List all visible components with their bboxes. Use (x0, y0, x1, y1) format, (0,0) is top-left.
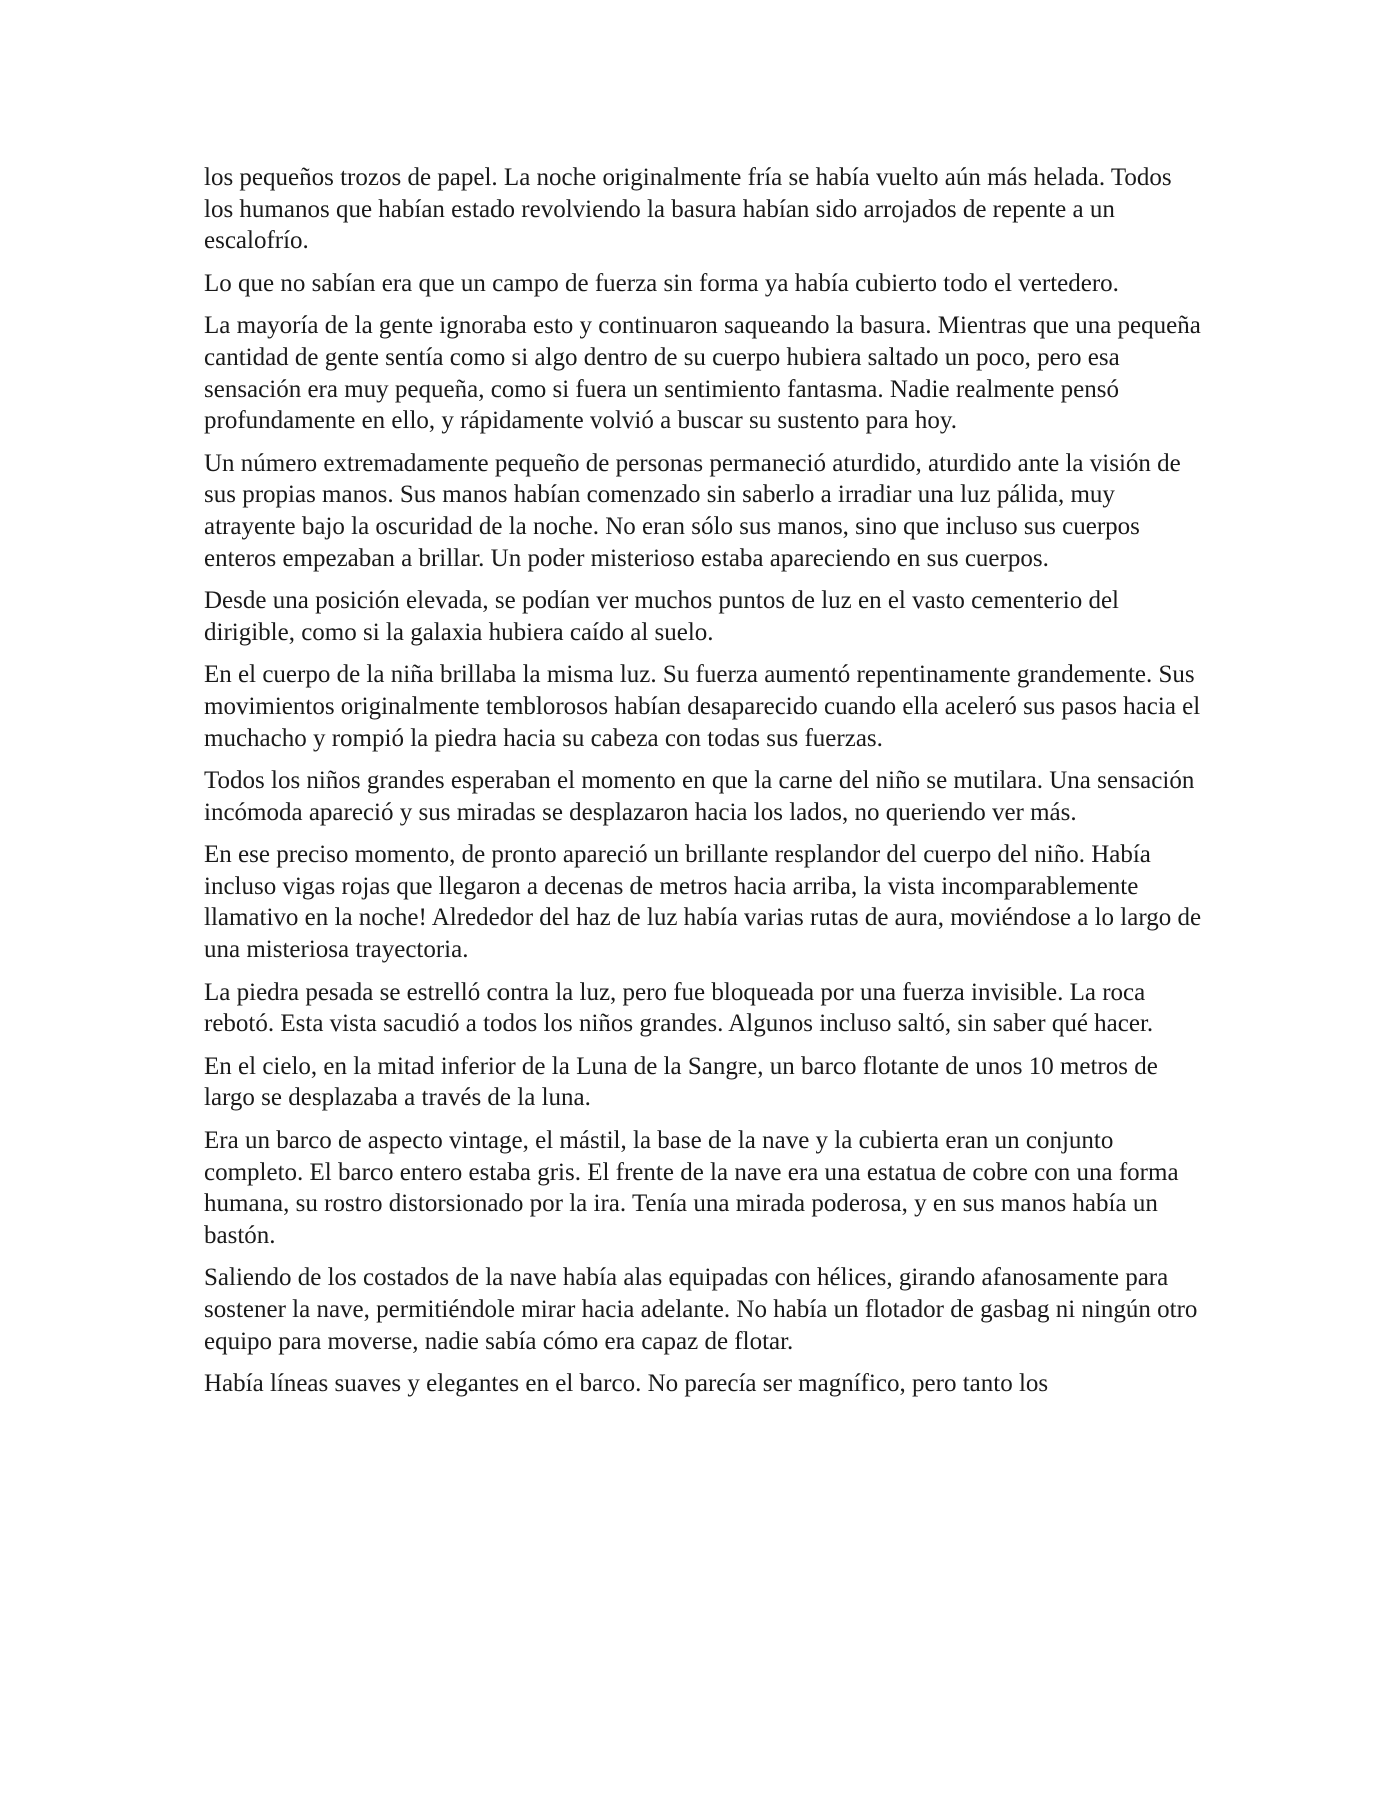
paragraph: En el cielo, en la mitad inferior de la Luna de la Sangre, un barco flotante de unos 10 metros de largo se desplazaba a través de la luna. (204, 1052, 1158, 1112)
paragraph: En ese preciso momento, de pronto apareció un brillante resplandor del cuerpo del niño. Había incluso vigas rojas que llegaron a decenas de metros hacia arriba, la vista incomparablemente llamativo en la noche! Alrededor del haz de luz había varias rutas de aura, moviéndose a lo largo de una misteriosa trayectoria. (204, 841, 1202, 964)
paragraph: los pequeños trozos de papel. La noche originalmente fría se había vuelto aún más helada. Todos los humanos que habían estado revolviendo la basura habían sido arrojados de repente a un escalofrío. (204, 164, 1172, 255)
paragraph: La piedra pesada se estrelló contra la luz, pero fue bloqueada por una fuerza invisible. La roca rebotó. Esta vista sacudió a todos los niños grandes. Algunos incluso saltó, sin saber qué hacer. (204, 978, 1154, 1038)
paragraph: En el cuerpo de la niña brillaba la misma luz. Su fuerza aumentó repentinamente grandemente. Sus movimientos originalmente temblorosos habían desaparecido cuando ella aceleró sus pasos hacia el muchacho y rompió la piedra hacia su cabeza con todas sus fuerzas. (204, 661, 1201, 752)
paragraph: Era un barco de aspecto vintage, el mástil, la base de la nave y la cubierta eran un conjunto completo. El barco entero estaba gris. El frente de la nave era una estatua de cobre con una forma humana, su rostro distorsionado por la ira. Tenía una mirada poderosa, y en sus manos había un bastón. (204, 1127, 1179, 1249)
paragraph: Lo que no sabían era que un campo de fuerza sin forma ya había cubierto todo el vertedero. (204, 269, 1119, 297)
paragraph: Desde una posición elevada, se podían ver muchos puntos de luz en el vasto cementerio del dirigible, como si la galaxia hubiera caído al suelo. (204, 587, 1119, 646)
paragraph: Todos los niños grandes esperaban el momento en que la carne del niño se mutilara. Una sensación incómoda apareció y sus miradas se desplazaron hacia los lados, no queriendo ver más. (204, 767, 1195, 826)
document-page (204, 162, 1204, 1411)
paragraph: La mayoría de la gente ignoraba esto y continuaron saqueando la basura. Mientras que una pequeña cantidad de gente sentía como si algo dentro de su cuerpo hubiera saltado un poco, pero esa sensación era muy pequeña, como si fuera un sentimiento fantasma. Nadie realmente pensó profundamente en ello, y rápidamente volvió a buscar su sustento para hoy. (204, 312, 1201, 435)
paragraph: Saliendo de los costados de la nave había alas equipadas con hélices, girando afanosamente para sostener la nave, permitiéndole mirar hacia adelante. No había un flotador de gasbag ni ningún otro equipo para moverse, nadie sabía cómo era capaz de flotar. (204, 1264, 1198, 1355)
paragraph: Un número extremadamente pequeño de personas permaneció aturdido, aturdido ante la visión de sus propias manos. Sus manos habían comenzado sin saberlo a irradiar una luz pálida, muy atrayente bajo la oscuridad de la noche. No eran sólo sus manos, sino que incluso sus cuerpos enteros empezaban a brillar. Un poder misterioso estaba apareciendo en sus cuerpos. (204, 449, 1181, 572)
paragraph: Había líneas suaves y elegantes en el barco. No parecía ser magnífico, pero tanto los (204, 1370, 1049, 1398)
